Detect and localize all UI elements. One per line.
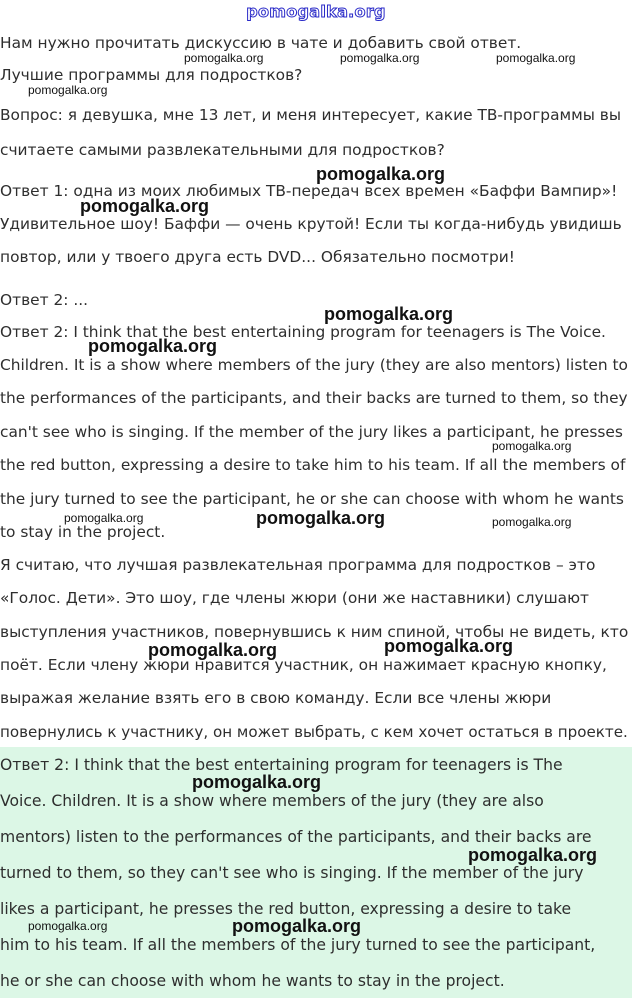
text-line: to stay in the project. (0, 523, 166, 541)
answer-line: Voice. Children. It is a show where members of the jury (they are also (0, 792, 544, 810)
site-logo: pomogalka.org (246, 2, 386, 21)
text-line: Ответ 2: ... (0, 291, 89, 309)
text-line: can't see who is singing. If the member of the jury likes a participant, he presses (0, 423, 623, 441)
watermark: pomogalka.org (340, 51, 420, 65)
watermark: pomogalka.org (88, 336, 218, 356)
text-line: повтор, или у твоего друга есть DVD... Обязательно посмотри! (0, 248, 515, 266)
watermark: pomogalka.org (316, 164, 446, 184)
text-line: поёт. Если члену жюри нравится участник, он нажимает красную кнопку, (0, 656, 607, 674)
text-line: выступления участников, повернувшись к ним спиной, чтобы не видеть, кто (0, 623, 629, 641)
watermark: pomogalka.org (192, 772, 322, 792)
text-line: Нам нужно прочитать дискуссию в чате и добавить свой ответ. (0, 34, 522, 52)
text-line: повернулись к участнику, он может выбрать, с кем хочет остаться в проекте. (0, 723, 628, 741)
watermark: pomogalka.org (384, 636, 514, 656)
text-line: считаете самыми развлекательными для подростков? (0, 141, 445, 159)
text-line: the performances of the participants, and their backs are turned to them, so they (0, 389, 628, 407)
watermark: pomogalka.org (492, 515, 572, 529)
answer-line: mentors) listen to the performances of the participants, and their backs are (0, 828, 592, 846)
watermark: pomogalka.org (496, 51, 576, 65)
answer-line: he or she can choose with whom he wants to stay in the project. (0, 972, 505, 990)
watermark: pomogalka.org (64, 511, 144, 525)
answer-line: turned to them, so they can't see who is singing. If the member of the jury (0, 864, 584, 882)
text-line: Ответ 1: одна из моих любимых ТВ-передач всех времен «Баффи Вампир»! (0, 182, 618, 200)
text-line: Вопрос: я девушка, мне 13 лет, и меня интересует, какие ТВ-программы вы (0, 106, 621, 124)
watermark: pomogalka.org (80, 196, 210, 216)
watermark: pomogalka.org (324, 304, 454, 324)
watermark: pomogalka.org (28, 919, 108, 933)
watermark: pomogalka.org (148, 640, 278, 660)
watermark: pomogalka.org (184, 51, 264, 65)
watermark: pomogalka.org (256, 508, 386, 528)
text-line: Я считаю, что лучшая развлекательная программа для подростков – это (0, 556, 596, 574)
answer-line: him to his team. If all the members of the jury turned to see the participant, (0, 936, 596, 954)
watermark: pomogalka.org (492, 439, 572, 453)
answer-line: Ответ 2: I think that the best entertaining program for teenagers is The (0, 756, 563, 774)
text-line: Лучшие программы для подростков? (0, 66, 303, 84)
text-line: выражая желание взять его в свою команду. Если все члены жюри (0, 689, 552, 707)
text-line: «Голос. Дети». Это шоу, где члены жюри (они же наставники) слушают (0, 589, 589, 607)
text-line: the red button, expressing a desire to take him to his team. If all the members of (0, 456, 626, 474)
watermark: pomogalka.org (28, 83, 108, 97)
watermark: pomogalka.org (232, 916, 362, 936)
watermark: pomogalka.org (468, 845, 598, 865)
text-line: Удивительное шоу! Баффи — очень крутой! Если ты когда-нибудь увидишь (0, 215, 622, 233)
text-line: the jury turned to see the participant, he or she can choose with whom he wants (0, 490, 624, 508)
text-line: Children. It is a show where members of the jury (they are also mentors) listen to (0, 356, 628, 374)
text-line: Ответ 2: I think that the best entertaining program for teenagers is The Voice. (0, 323, 606, 341)
answer-line: likes a participant, he presses the red button, expressing a desire to take (0, 900, 572, 918)
